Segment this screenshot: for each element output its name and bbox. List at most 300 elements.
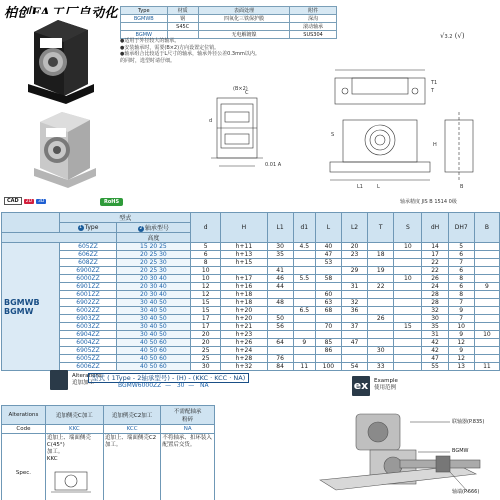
roughness-symbol: √3.2 (√) <box>440 32 465 40</box>
bearing-part-number[interactable]: 6003ZZ <box>60 323 116 331</box>
bearing-part-number[interactable]: 6903ZZ <box>60 315 116 323</box>
dimension-cell: 30 <box>368 347 394 355</box>
alt-header-kkc: 追加侧壳C加工 <box>45 406 103 425</box>
dimension-cell: 18 <box>368 251 394 259</box>
table-header-l2: L2 <box>341 213 367 243</box>
dimension-cell <box>474 251 499 259</box>
dimension-cell: 26 <box>368 315 394 323</box>
dimension-cell <box>368 299 394 307</box>
height-options[interactable]: 30 40 50 <box>116 331 190 339</box>
dimension-cell: 56 <box>267 323 293 331</box>
table-row <box>2 283 500 291</box>
spec-treatment-bgmwb: 四氧化三铁保护膜 <box>198 15 289 23</box>
note-line: ●轴承组合比较适于L尺寸的轴承，轴承外径公差0.3mm以内。 <box>120 51 260 57</box>
table-row <box>2 291 500 299</box>
dimension-cell <box>293 299 315 307</box>
dimension-cell: 24 <box>422 283 448 291</box>
callout-shaft: 轴端(P.666) <box>452 489 480 495</box>
table-row <box>2 347 500 355</box>
dimension-cell <box>293 283 315 291</box>
dimension-cell <box>394 347 422 355</box>
label-d: d <box>209 118 213 124</box>
note-line: ●适用于外径较大的轴承。 <box>120 38 180 44</box>
dimension-cell: h+20 <box>221 315 267 323</box>
spec-accessory-3: SUS304 <box>290 31 337 39</box>
spec-table <box>120 6 337 39</box>
spec-material: 钢 <box>167 15 198 23</box>
dimension-cell <box>341 347 367 355</box>
alterations-table <box>1 405 215 500</box>
dimension-cell: 5 <box>448 243 474 251</box>
dimension-cell <box>368 323 394 331</box>
alt-spec-label: Spec. <box>2 434 46 500</box>
dimension-cell: h+13 <box>221 251 267 259</box>
dimension-cell <box>474 307 499 315</box>
spec-header-type: Type <box>121 7 168 15</box>
table-header-dh7: DH7 <box>448 213 474 243</box>
dimension-cell <box>394 299 422 307</box>
dimension-cell <box>293 315 315 323</box>
dimension-cell <box>474 259 499 267</box>
dimension-cell <box>368 275 394 283</box>
bearing-part-number[interactable]: 6902ZZ <box>60 299 116 307</box>
dimension-cell: 11 <box>474 363 499 371</box>
dimension-cell <box>293 323 315 331</box>
dimension-cell: 86 <box>315 347 341 355</box>
table-body <box>2 243 500 371</box>
dimension-cell <box>315 331 341 339</box>
dimension-cell <box>394 291 422 299</box>
alt-code-na: NA <box>161 425 215 434</box>
dimension-cell: 76 <box>267 355 293 363</box>
alt-code-kkc: KKC <box>45 425 103 434</box>
label-b: B <box>460 184 464 190</box>
label-l: L <box>377 184 380 190</box>
table-header-type: 型式 <box>60 213 191 223</box>
dimension-cell <box>474 291 499 299</box>
dimension-cell <box>341 275 367 283</box>
dimension-cell: 29 <box>341 267 367 275</box>
dimension-cell: 42 <box>422 339 448 347</box>
dimension-cell <box>267 347 293 355</box>
bearing-part-number[interactable]: 6001ZZ <box>60 291 116 299</box>
dimension-cell: 42 <box>422 347 448 355</box>
dimension-cell <box>341 355 367 363</box>
dimension-cell: 85 <box>315 339 341 347</box>
dimension-cell: 22 <box>422 267 448 275</box>
dimension-cell: h+18 <box>221 291 267 299</box>
table-row <box>2 331 500 339</box>
alt-spec-kcc: 追加上、端面侧壳C2 加工。 <box>103 434 161 500</box>
table-header-d1: d1 <box>293 213 315 243</box>
table-row <box>2 355 500 363</box>
dimension-cell: 19 <box>368 267 394 275</box>
dimension-cell: 36 <box>341 307 367 315</box>
height-options[interactable]: 30 40 50 <box>116 307 190 315</box>
dimension-cell <box>394 331 422 339</box>
dimension-cell: 47 <box>422 355 448 363</box>
dimension-cell: 22 <box>422 259 448 267</box>
dimension-cell <box>394 283 422 291</box>
height-options[interactable]: 20 25 30 <box>116 259 190 267</box>
table-row <box>2 299 500 307</box>
example-icon: ex <box>352 376 370 396</box>
bearing-part-number[interactable]: 6002ZZ <box>60 307 116 315</box>
dimension-cell <box>368 259 394 267</box>
bearing-accuracy: 轴承精度 JIS B 1514 0级 <box>400 199 457 205</box>
alt-spec-na: 不将轴承、扣环装入 配置后交货。 <box>161 434 215 500</box>
dimension-cell: 17 <box>191 315 221 323</box>
circle-number-icon: 2 <box>139 225 143 231</box>
dimension-cell <box>474 323 499 331</box>
order-example-alt: NA <box>200 382 209 389</box>
table-header-dh: dH <box>422 213 448 243</box>
bearing-part-number[interactable]: 6004ZZ <box>60 339 116 347</box>
dimension-cell: 17 <box>422 251 448 259</box>
dimension-cell: 33 <box>368 363 394 371</box>
dimension-cell: 20 <box>191 339 221 347</box>
table-header-s: S <box>394 213 422 243</box>
dimension-cell: 22 <box>368 283 394 291</box>
dimension-cell: 30 <box>191 363 221 371</box>
dimension-cell: 17 <box>191 323 221 331</box>
table-row <box>2 243 500 251</box>
table-header-type-code: 1 Type <box>60 223 116 233</box>
table-header-t: T <box>368 213 394 243</box>
table-row <box>2 315 500 323</box>
dimension-cell: 8 <box>448 291 474 299</box>
dimension-cell: h+20 <box>221 307 267 315</box>
alterations-label: Alterations 追加加工 <box>72 373 102 386</box>
dimension-cell <box>368 339 394 347</box>
height-options[interactable]: 40 50 60 <box>116 355 190 363</box>
example-label: Example 使用范例 <box>374 378 398 391</box>
dimension-cell: 70 <box>315 323 341 331</box>
dimension-cell <box>394 251 422 259</box>
cad-3d-tag[interactable]: 3D <box>38 198 45 204</box>
dimension-cell: 10 <box>394 275 422 283</box>
height-options[interactable]: 20 25 30 <box>116 251 190 259</box>
dimension-cell <box>293 251 315 259</box>
dimension-cell <box>368 331 394 339</box>
spec-type-bgmwb: BGMWB <box>121 15 168 23</box>
label-pos-tol: 0.01 A <box>265 162 282 168</box>
dimension-cell <box>267 307 293 315</box>
dimension-cell <box>474 339 499 347</box>
dimension-cell: 44 <box>267 283 293 291</box>
cad-badges <box>4 197 46 205</box>
dimension-cell: 25 <box>191 355 221 363</box>
dimension-cell <box>368 307 394 315</box>
bearing-part-number[interactable]: 6900ZZ <box>60 267 116 275</box>
dimension-cell: 7 <box>448 315 474 323</box>
bearing-part-number[interactable]: 6000ZZ <box>60 275 116 283</box>
product-photo-silver <box>32 106 98 188</box>
dimension-cell: 47 <box>315 251 341 259</box>
cad-2d-tag[interactable]: 2D <box>25 198 33 204</box>
order-example-pn: BGMW6000ZZ <box>118 382 162 389</box>
dimension-cell: 8 <box>191 259 221 267</box>
height-options[interactable]: 20 25 30 <box>116 267 190 275</box>
alt-spec-kkc: 追加上、端面侧壳C(45°) 加工。 KKC <box>45 434 103 500</box>
dimension-cell: 6.5 <box>293 307 315 315</box>
dimension-cell: h+11 <box>221 243 267 251</box>
dimension-cell <box>474 347 499 355</box>
dimension-cell: h+24 <box>221 347 267 355</box>
dimension-cell: 15 <box>191 307 221 315</box>
dimension-cell: 15 <box>191 299 221 307</box>
dimension-cell: 84 <box>267 363 293 371</box>
dimension-cell <box>315 283 341 291</box>
bearing-part-number[interactable]: 6005ZZ <box>60 355 116 363</box>
label-tol: (B×2) <box>233 86 248 92</box>
spec-material-grade: S45C <box>167 23 198 31</box>
dimension-cell <box>474 275 499 283</box>
dimension-cell <box>394 307 422 315</box>
dimension-cell: h+32 <box>221 363 267 371</box>
dimension-cell: 12 <box>448 355 474 363</box>
callout-coupling: 联轴器(P.835) <box>452 419 485 425</box>
order-example: BGMW6000ZZ — 30 — NA <box>118 382 209 389</box>
dimension-cell: 32 <box>422 307 448 315</box>
dimension-cell <box>267 331 293 339</box>
dimension-cell: h+23 <box>221 331 267 339</box>
table-row <box>2 323 500 331</box>
dimension-cell <box>474 355 499 363</box>
dimension-cell <box>315 355 341 363</box>
table-row <box>2 275 500 283</box>
dimension-cell: 7 <box>448 259 474 267</box>
table-header-l1: L1 <box>267 213 293 243</box>
dimension-cell: 10 <box>394 243 422 251</box>
dimension-cell: 10 <box>474 331 499 339</box>
dimension-cell: h+18 <box>221 299 267 307</box>
dimension-cell: 9 <box>474 283 499 291</box>
dimension-cell: 6 <box>191 251 221 259</box>
dimension-cell: 12 <box>448 339 474 347</box>
dimension-cell: 5.5 <box>293 275 315 283</box>
label-s: S <box>331 132 335 138</box>
spec-type-bgmw: BGMW <box>121 31 168 39</box>
bearing-part-number[interactable]: 6006ZZ <box>60 363 116 371</box>
callout-bgmw: BGMW <box>452 448 469 454</box>
dimension-cell: 48 <box>267 299 293 307</box>
dimension-cell: 60 <box>315 291 341 299</box>
dimension-cell: 37 <box>341 323 367 331</box>
dimension-cell: 5 <box>191 243 221 251</box>
alt-code-kcc: KCC <box>103 425 161 434</box>
dimension-cell <box>221 267 267 275</box>
dimension-cell <box>474 267 499 275</box>
table-header-bearing: 2 轴承型号 <box>116 223 190 233</box>
roughness-value: 3.2 <box>444 34 453 40</box>
dimension-cell: 30 <box>422 315 448 323</box>
height-options[interactable]: 40 50 60 <box>116 363 190 371</box>
dimension-cell: 13 <box>448 363 474 371</box>
note-line: 的同时，选型时请仔细。 <box>120 57 176 64</box>
product-photo-black <box>26 14 96 104</box>
table-row <box>2 251 500 259</box>
dimension-cell: 6 <box>448 251 474 259</box>
kkc-diagram <box>47 466 95 496</box>
dimension-table <box>1 212 500 371</box>
dimension-cell: 28 <box>422 291 448 299</box>
dimension-cell: 50 <box>267 315 293 323</box>
table-row <box>2 307 500 315</box>
dimension-cell <box>341 331 367 339</box>
dimension-cell <box>293 267 315 275</box>
dimension-cell: 20 <box>191 331 221 339</box>
bearing-part-number[interactable]: 6905ZZ <box>60 347 116 355</box>
notes <box>120 38 340 64</box>
dimension-cell <box>293 355 315 363</box>
alterations-icon <box>50 370 68 390</box>
dimension-cell: 6 <box>448 283 474 291</box>
dimension-cell: 15 <box>394 323 422 331</box>
spec-header-treatment: 表面处理 <box>198 7 289 15</box>
dimension-cell: h+15 <box>221 259 267 267</box>
dimension-cell: 100 <box>315 363 341 371</box>
dimension-cell <box>293 291 315 299</box>
label-l1: L1 <box>357 184 363 190</box>
dimension-cell <box>341 259 367 267</box>
circle-number-icon: 1 <box>79 224 83 230</box>
dimension-cell: 35 <box>267 251 293 259</box>
spec-accessory-2: 滚动轴承 <box>290 23 337 31</box>
dimension-cell: 25 <box>191 347 221 355</box>
label-h: H <box>433 142 437 148</box>
alt-header-label: Alterations <box>2 406 46 425</box>
dimension-cell: 54 <box>341 363 367 371</box>
bearing-part-number[interactable]: 608ZZ <box>60 259 116 267</box>
dimension-cell <box>341 315 367 323</box>
dimension-cell: 30 <box>267 243 293 251</box>
technical-drawing <box>205 62 495 192</box>
spec-type-empty <box>121 23 168 31</box>
dimension-cell: 46 <box>267 275 293 283</box>
spec-treatment-bgmw: 无电解镀镍 <box>198 31 289 39</box>
table-row <box>2 267 500 275</box>
dimension-cell: h+17 <box>221 275 267 283</box>
dimension-cell: 41 <box>267 267 293 275</box>
alt-header-na: 不需配轴承 粉碎 <box>161 406 215 425</box>
dimension-cell <box>474 243 499 251</box>
table-row <box>2 339 500 347</box>
dimension-cell: 4.5 <box>293 243 315 251</box>
order-format <box>88 373 249 382</box>
dimension-cell: 12 <box>191 291 221 299</box>
dimension-cell <box>368 355 394 363</box>
series-label: BGMWB BGMW <box>2 243 60 371</box>
dimension-cell: 40 <box>315 243 341 251</box>
dimension-cell <box>394 315 422 323</box>
dimension-cell: 7 <box>448 299 474 307</box>
dimension-cell <box>267 291 293 299</box>
dimension-cell: h+21 <box>221 323 267 331</box>
dimension-cell: 64 <box>267 339 293 347</box>
table-row <box>2 259 500 267</box>
dimension-cell <box>394 259 422 267</box>
dimension-cell <box>315 267 341 275</box>
height-options[interactable]: 15 20 25 <box>116 243 190 251</box>
table-header-height: 高度 <box>116 233 190 243</box>
bearing-part-number[interactable]: 6904ZZ <box>60 331 116 339</box>
note-line: ●安装轴承时，需要(B×2)方向设置定位销。 <box>120 44 220 51</box>
table-header-l: L <box>315 213 341 243</box>
bearing-part-number[interactable]: 605ZZ <box>60 243 116 251</box>
dimension-cell: 28 <box>422 299 448 307</box>
dimension-cell: 11 <box>293 363 315 371</box>
dimension-cell: 10 <box>191 275 221 283</box>
dimension-cell: 9 <box>448 347 474 355</box>
dimension-cell <box>293 347 315 355</box>
height-options[interactable]: 30 40 50 <box>116 315 190 323</box>
dimension-cell: 32 <box>341 299 367 307</box>
height-options[interactable]: 40 50 60 <box>116 347 190 355</box>
dimension-cell <box>368 243 394 251</box>
alt-header-kcc: 追加例壳C2加工 <box>103 406 161 425</box>
dimension-cell <box>394 339 422 347</box>
height-options[interactable]: 20 30 40 <box>116 275 190 283</box>
brand-title: 柏创FA工厂自动化 <box>4 6 119 21</box>
dimension-cell <box>394 355 422 363</box>
dimension-cell: 12 <box>191 283 221 291</box>
bearing-part-number[interactable]: 6901ZZ <box>60 283 116 291</box>
dimension-cell: 68 <box>315 307 341 315</box>
dimension-cell: 10 <box>448 323 474 331</box>
height-options[interactable]: 20 30 40 <box>116 291 190 299</box>
dimension-cell <box>293 331 315 339</box>
dimension-cell: 58 <box>315 275 341 283</box>
order-example-h: 30 <box>176 382 185 389</box>
dimension-cell: h+26 <box>221 339 267 347</box>
alt-code-label: Code <box>2 425 46 434</box>
table-header-d: d <box>191 213 221 243</box>
height-options[interactable]: 20 30 40 <box>116 283 190 291</box>
dimension-cell: 53 <box>315 259 341 267</box>
dimension-cell: 9 <box>293 339 315 347</box>
dimension-cell: 26 <box>422 275 448 283</box>
spec-header-accessory: 附件 <box>290 7 337 15</box>
dimension-cell <box>315 315 341 323</box>
label-c: C <box>245 90 249 96</box>
spec-header-material: 材质 <box>167 7 198 15</box>
table-row <box>2 363 500 371</box>
dimension-cell: 9 <box>448 307 474 315</box>
dimension-cell: 63 <box>315 299 341 307</box>
table-header-h: H <box>221 213 267 243</box>
height-options[interactable]: 30 40 50 <box>116 323 190 331</box>
dimension-cell: 10 <box>191 267 221 275</box>
height-options[interactable]: 40 50 60 <box>116 339 190 347</box>
height-options[interactable]: 30 40 50 <box>116 299 190 307</box>
dimension-cell: 35 <box>422 323 448 331</box>
bearing-part-number[interactable]: 606ZZ <box>60 251 116 259</box>
dimension-cell: 31 <box>422 331 448 339</box>
cad-label: CAD <box>4 197 22 205</box>
dimension-cell <box>394 363 422 371</box>
dimension-cell <box>293 259 315 267</box>
table-header-b: B <box>474 213 499 243</box>
label-t: T <box>431 88 435 94</box>
dimension-cell: 23 <box>341 251 367 259</box>
dimension-cell <box>368 291 394 299</box>
dimension-cell <box>267 259 293 267</box>
dimension-cell: 6 <box>448 267 474 275</box>
dimension-cell: 47 <box>341 339 367 347</box>
dimension-cell <box>341 291 367 299</box>
dimension-cell <box>394 267 422 275</box>
